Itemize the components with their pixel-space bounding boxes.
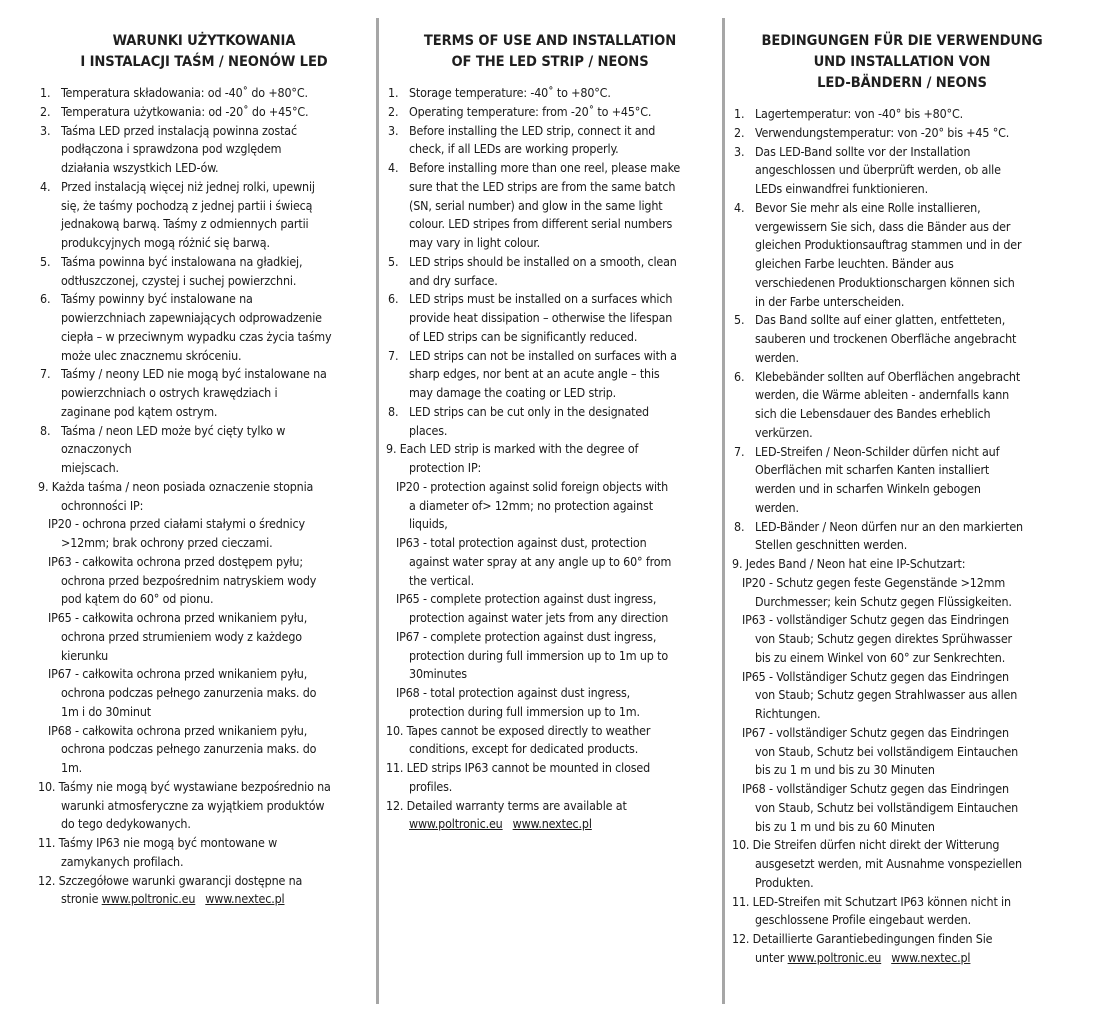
item-text: LED-Streifen mit Schutzart IP63 können nicht in: [752, 893, 1011, 909]
item-number: 4.: [734, 199, 745, 215]
list-item-body: [38, 178, 370, 253]
ip-rating-line: 1m.: [61, 760, 83, 775]
item-number: 10.: [38, 778, 56, 794]
ip-rating-line: ochrona przed bezpośrednim natryskiem wody: [61, 572, 317, 588]
item-text-line: Verwendungstemperatur: von -20° bis +45 °C.: [755, 124, 1010, 140]
item-text-block: [61, 122, 370, 178]
ip-rating-line: kierunku: [61, 647, 109, 663]
item-number: 1.: [40, 85, 51, 100]
ip-rating-line: ochrona przed strumieniem wody z każdego: [61, 628, 302, 644]
item-text: Każda taśma / neon posiada oznaczenie stopnia: [51, 478, 314, 494]
list-item-body: [38, 253, 370, 291]
item-number: 11.: [386, 760, 404, 775]
item-text-line: LED-Bänder / Neon dürfen nur an den markierten: [755, 518, 1023, 534]
item-text-block: [61, 84, 370, 103]
list-item: [732, 199, 1072, 312]
item-text-line: sich die Lebensdauer des Bandes erheblich: [755, 406, 991, 421]
ip-rating-line: IP68 - vollständiger Schutz gegen das Eindringen: [742, 781, 1009, 796]
item-text-block: [61, 422, 370, 478]
item-text-line: LED strips must be installed on a surfaces which: [409, 291, 673, 307]
item-text-line: werden.: [755, 499, 799, 515]
item-text-line: jednakową barwą. Taśmy z odmiennych partii: [61, 216, 309, 232]
ip-rating-line: pod kątem do 60° od pionu.: [61, 591, 214, 607]
german-column: [732, 30, 1072, 968]
item-text-line: werden.: [755, 349, 799, 365]
item-text-line: [732, 555, 1072, 574]
ip-rating-line: IP63 - vollständiger Schutz gegen das Eindringen: [742, 612, 1009, 628]
list-item: [386, 159, 714, 253]
item-text: ausgesetzt werden, mit Ausnahme vonspeziellen: [755, 856, 1022, 871]
ip-rating-line: bis zu einem Winkel von 60° zur Senkrechten.: [755, 649, 1006, 665]
german-title: [732, 30, 1072, 93]
list-item: [38, 834, 370, 872]
item-text-line: Das Band sollte auf einer glatten, entfetteten,: [755, 312, 1006, 328]
item-text-block: [61, 253, 370, 291]
list-item: [386, 103, 714, 122]
item-text-line: [38, 853, 370, 872]
warranty-links-line: [38, 890, 370, 909]
list-item: [38, 478, 370, 778]
item-text: do tego dedykowanych.: [61, 816, 191, 832]
item-text-line: oznaczonych: [61, 441, 132, 457]
nextec-link[interactable]: www.nextec.pl: [205, 891, 285, 907]
item-number: 7.: [734, 443, 745, 459]
item-text-line: [38, 815, 370, 834]
item-text-line: Klebebänder sollten auf Oberflächen angebracht: [755, 368, 1021, 384]
links-prefix: stronie: [61, 891, 99, 907]
item-text-line: LED strips can be cut only in the designated: [409, 403, 649, 419]
item-text-line: [732, 930, 1072, 949]
item-text-line: działania wszystkich LED-ów.: [61, 160, 219, 175]
item-text-line: produkcyjnych mogą różnić się barwą.: [61, 235, 270, 250]
item-text-line: Lagertemperatur: von -40° bis +80°C.: [755, 106, 963, 121]
item-number: 8.: [388, 403, 399, 419]
title-line: LED-BÄNDERN / NEONS: [817, 74, 987, 91]
item-number: 8.: [734, 518, 745, 534]
item-text: Produkten.: [755, 874, 814, 890]
list-item-body: [386, 347, 714, 403]
item-text: Taśmy nie mogą być wystawiane bezpośrednio na: [58, 778, 331, 794]
item-text-block: [755, 199, 1072, 312]
item-text-line: [38, 834, 370, 853]
item-text-line: check, if all LEDs are working properly.: [409, 141, 619, 157]
list-item-body: [732, 143, 1072, 199]
list-item: [38, 872, 370, 910]
list-item: [386, 290, 714, 346]
item-text-line: [38, 478, 370, 497]
item-text-line: zaginane pod kątem ostrym.: [61, 403, 218, 419]
list-item: [38, 84, 370, 103]
ip-rating-line: IP20 - protection against solid foreign objects with: [396, 478, 669, 494]
item-text-line: verkürzen.: [755, 424, 813, 440]
german-terms-list: [732, 105, 1072, 968]
poltronic-link[interactable]: www.poltronic.eu: [787, 949, 882, 965]
item-number: 3.: [40, 122, 51, 138]
ip-rating-line: 1m i do 30minut: [61, 703, 151, 719]
item-text-line: [386, 459, 714, 478]
item-text-line: [38, 872, 370, 891]
item-number: 8.: [40, 422, 51, 438]
item-text: conditions, except for dedicated products.: [409, 741, 639, 757]
list-item: [732, 311, 1072, 367]
item-text-block: [409, 253, 714, 291]
item-text-line: and dry surface.: [409, 272, 498, 288]
item-text-line: podłączona i sprawdzona pod względem: [61, 141, 282, 157]
list-item-body: [386, 84, 714, 103]
ip-rating-line: IP20 - Schutz gegen feste Gegenstände >12mm: [742, 574, 1006, 590]
item-number: 10.: [732, 837, 750, 853]
ip-rating-line: IP65 - complete protection against dust ingress,: [396, 591, 657, 607]
list-item: [38, 253, 370, 291]
item-text: Die Streifen dürfen nicht direkt der Witterung: [752, 837, 1000, 853]
item-text: ochronności IP:: [61, 497, 144, 513]
item-number: 6.: [734, 368, 745, 384]
item-text-block: [409, 290, 714, 346]
item-number: 3.: [734, 143, 745, 159]
nextec-link[interactable]: www.nextec.pl: [891, 949, 971, 965]
item-text-line: may vary in light colour.: [409, 235, 541, 250]
item-text-line: [386, 778, 714, 797]
item-number: 5.: [40, 253, 51, 269]
item-text-line: places.: [409, 422, 448, 438]
ip-rating-line: IP68 - całkowita ochrona przed wnikaniem pyłu,: [48, 722, 308, 738]
ip-rating-line: ochrona podczas pełnego zanurzenia maks. do: [61, 685, 317, 700]
ip-rating-line: IP20 - ochrona przed ciałami stałymi o średnicy: [48, 516, 305, 532]
item-number: 12.: [732, 931, 750, 946]
ip-rating-line: IP65 - Vollständiger Schutz gegen das Eindringen: [742, 668, 1009, 684]
column-divider: [722, 18, 725, 1004]
item-text-line: powierzchniach o ostrych krawędziach i: [61, 385, 278, 400]
item-text: Detaillierte Garantiebedingungen finden Sie: [752, 931, 993, 946]
item-text-line: of LED strips can be significantly reduced.: [409, 328, 638, 344]
list-item: [386, 722, 714, 760]
polish-terms-list: [38, 84, 370, 909]
list-item-body: [732, 311, 1072, 367]
list-item: [732, 893, 1072, 931]
list-item-body: [38, 290, 370, 365]
item-text-line: LEDs einwandfrei funktionieren.: [755, 181, 928, 196]
item-text-line: Taśmy / neony LED nie mogą być instalowane na: [61, 366, 327, 382]
item-text-line: LED strips can not be installed on surfaces with a: [409, 347, 677, 363]
item-text-line: gleichen Farbe leuchten. Bänder aus: [755, 256, 954, 271]
item-number: 9.: [386, 441, 397, 457]
item-text-line: gleichen Produktionsauftrag stammen und in der: [755, 237, 1022, 253]
ip-rating-line: against water spray at any angle up to 60° from: [409, 553, 672, 569]
list-item: [38, 365, 370, 421]
item-number: 9.: [732, 556, 743, 571]
item-text-block: [61, 103, 370, 122]
ip-rating-line: IP65 - całkowita ochrona przed wnikaniem pyłu,: [48, 610, 308, 625]
list-item: [38, 178, 370, 253]
item-text-block: [755, 143, 1072, 199]
item-number: 4.: [40, 178, 51, 194]
item-number: 7.: [40, 366, 51, 382]
item-text-line: colour. LED stripes from different serial numbers: [409, 216, 673, 232]
list-item: [732, 143, 1072, 199]
item-text: geschlossene Profile eingebaut werden.: [755, 912, 971, 928]
item-text-line: [732, 874, 1072, 893]
list-item-body: [732, 518, 1072, 556]
item-text-line: Before installing more than one reel, please make: [409, 160, 681, 175]
item-number: 1.: [734, 106, 745, 121]
list-item-body: [38, 84, 370, 103]
ip-rating-line: protection against water jets from any direction: [409, 610, 669, 625]
list-item: [386, 84, 714, 103]
item-text: Tapes cannot be exposed directly to weather: [406, 722, 651, 738]
item-text-line: Temperatura użytkowania: od -20˚ do +45°C.: [61, 103, 309, 119]
list-item: [732, 555, 1072, 836]
item-text-line: Taśma powinna być instalowana na gładkiej,: [61, 253, 303, 269]
item-number: 9.: [38, 478, 49, 494]
list-item: [732, 443, 1072, 518]
item-text-line: Before installing the LED strip, connect it and: [409, 122, 656, 138]
item-text-line: LED-Streifen / Neon-Schilder dürfen nicht auf: [755, 443, 1000, 459]
item-text-line: sharp edges, nor bent at an acute angle – this: [409, 366, 660, 382]
item-text-block: [755, 518, 1072, 556]
item-text-line: LED strips should be installed on a smooth, clean: [409, 253, 677, 269]
list-item-body: [732, 199, 1072, 312]
item-text-line: provide heat dissipation – otherwise the lifespan: [409, 310, 673, 325]
list-item: [386, 253, 714, 291]
ip-rating-line: IP68 - total protection against dust ingress,: [396, 685, 631, 700]
item-text-block: [755, 368, 1072, 443]
title-line: OF THE LED STRIP / NEONS: [451, 53, 649, 70]
item-text-block: [409, 347, 714, 403]
item-text: Detailed warranty terms are available at: [406, 797, 627, 813]
item-number: 2.: [734, 124, 745, 140]
item-text-line: Przed instalacją więcej niż jednej rolki, upewnij: [61, 178, 315, 194]
ip-rating-line: Durchmesser; kein Schutz gegen Flüssigkeiten.: [755, 593, 1012, 609]
list-item-body: [732, 124, 1072, 143]
item-text-block: [409, 122, 714, 160]
list-item: [732, 518, 1072, 556]
ip-rating-line: IP67 - całkowita ochrona przed wnikaniem pyłu,: [48, 666, 308, 682]
title-line: I INSTALACJI TAŚM / NEONÓW LED: [80, 53, 328, 70]
item-text-block: [61, 178, 370, 253]
item-text-line: werden, die Wärme ableiten - andernfalls kann: [755, 387, 1010, 403]
item-text: warunki atmosferyczne za wyjątkiem produktów: [61, 797, 325, 813]
item-text-line: [732, 836, 1072, 855]
item-text-line: sauberen und trockenen Oberfläche angebracht: [755, 331, 1017, 346]
item-text: Szczegółowe warunki gwarancji dostępne na: [58, 872, 303, 888]
ip-rating-line: liquids,: [409, 516, 448, 532]
item-number: 1.: [388, 85, 399, 100]
item-text-line: Taśma LED przed instalacją powinna zostać: [61, 122, 297, 138]
item-text-line: ciepła – w przeciwnym wypadku czas życia taśmy: [61, 328, 332, 344]
item-text-line: [732, 855, 1072, 874]
ip-rating-line: bis zu 1 m und bis zu 60 Minuten: [755, 818, 935, 834]
ip-rating-line: the vertical.: [409, 572, 474, 588]
list-item: [38, 422, 370, 478]
item-text-line: sure that the LED strips are from the same batch: [409, 178, 676, 194]
item-number: 3.: [388, 122, 399, 138]
item-text-line: powierzchniach zapewniających odprowadzenie: [61, 310, 322, 325]
item-text: Each LED strip is marked with the degree of: [399, 441, 639, 457]
item-number: 6.: [40, 291, 51, 307]
column-divider: [376, 18, 379, 1004]
item-text-line: Bevor Sie mehr als eine Rolle installieren,: [755, 199, 981, 215]
item-number: 10.: [386, 722, 404, 738]
poltronic-link[interactable]: www.poltronic.eu: [409, 816, 503, 832]
list-item-body: [386, 122, 714, 160]
item-text: Taśmy IP63 nie mogą być montowane w: [58, 835, 278, 850]
item-text-line: angeschlossen und überprüft werden, ob alle: [755, 162, 1001, 178]
item-text: LED strips IP63 cannot be mounted in closed: [406, 760, 651, 775]
item-text-block: [409, 103, 714, 122]
ip-rating-line: ochrona podczas pełnego zanurzenia maks. do: [61, 741, 317, 757]
list-item: [38, 122, 370, 178]
item-text-line: [732, 893, 1072, 912]
item-number: 7.: [388, 347, 399, 363]
title-line: WARUNKI UŻYTKOWANIA: [112, 32, 296, 49]
item-text-block: [755, 443, 1072, 518]
links-prefix: unter: [755, 949, 785, 965]
item-text-line: [38, 497, 370, 516]
list-item-body: [386, 159, 714, 253]
list-item: [38, 103, 370, 122]
item-text-line: Taśma / neon LED może być cięty tylko w: [61, 422, 286, 438]
item-text-line: werden und in scharfen Winkeln gebogen: [755, 481, 981, 496]
ip-rating-line: von Staub, Schutz bei vollständigem Eintauchen: [755, 799, 1019, 815]
list-item: [386, 403, 714, 441]
warranty-links-line: [732, 949, 1072, 968]
ip-rating-line: von Staub; Schutz gegen Strahlwasser aus allen: [755, 687, 1018, 703]
item-text-line: Operating temperature: from -20˚ to +45°C.: [409, 103, 652, 119]
list-item-body: [732, 368, 1072, 443]
list-item: [386, 440, 714, 721]
list-item-body: [38, 365, 370, 421]
list-item: [732, 105, 1072, 124]
item-number: 5.: [734, 312, 745, 328]
english-title: [386, 30, 714, 72]
item-number: 11.: [732, 893, 750, 909]
ip-rating-line: 30minutes: [409, 666, 467, 682]
poltronic-link[interactable]: www.poltronic.eu: [101, 891, 196, 907]
list-item-body: [38, 422, 370, 478]
item-text-line: Taśmy powinny być instalowane na: [61, 291, 253, 307]
list-item-body: [386, 290, 714, 346]
item-text-block: [755, 124, 1072, 143]
item-text: profiles.: [409, 778, 453, 794]
title-line: TERMS OF USE AND INSTALLATION: [423, 32, 677, 49]
list-item-body: [386, 403, 714, 441]
item-text-line: może ulec znacznemu skróceniu.: [61, 347, 242, 363]
item-text-line: [386, 797, 714, 816]
item-text-line: [732, 911, 1072, 930]
ip-rating-line: bis zu 1 m und bis zu 30 Minuten: [755, 762, 935, 778]
list-item: [386, 122, 714, 160]
item-text-line: Storage temperature: -40˚ to +80°C.: [409, 85, 611, 100]
list-item: [732, 836, 1072, 892]
item-text-line: (SN, serial number) and glow in the same light: [409, 197, 663, 213]
item-text-block: [409, 84, 714, 103]
ip-rating-line: von Staub; Schutz gegen direktes Sprühwasser: [755, 631, 1012, 646]
item-number: 12.: [386, 797, 404, 813]
item-text-block: [409, 159, 714, 253]
item-text-block: [61, 290, 370, 365]
item-text-line: [386, 740, 714, 759]
list-item-body: [732, 443, 1072, 518]
warranty-links-line: [386, 815, 714, 834]
item-text-line: vergewissern Sie sich, dass die Bänder aus der: [755, 218, 1011, 234]
list-item: [386, 347, 714, 403]
item-number: 12.: [38, 872, 56, 888]
list-item: [732, 368, 1072, 443]
english-column: [386, 30, 714, 834]
nextec-link[interactable]: www.nextec.pl: [512, 816, 592, 832]
item-text-line: [386, 722, 714, 741]
item-number: 5.: [388, 253, 399, 269]
item-text: Jedes Band / Neon hat eine IP-Schutzart:: [745, 556, 966, 571]
item-text-line: [386, 440, 714, 459]
ip-rating-line: IP63 - całkowita ochrona przed dostępem pyłu;: [48, 553, 303, 569]
ip-rating-line: IP67 - vollständiger Schutz gegen das Eindringen: [742, 724, 1009, 740]
item-text-line: in der Farbe unterscheiden.: [755, 293, 905, 309]
item-number: 4.: [388, 160, 399, 175]
item-text-line: Oberflächen mit scharfen Kanten installiert: [755, 462, 990, 478]
list-item-body: [732, 105, 1072, 124]
item-text: zamykanych profilach.: [61, 853, 184, 869]
list-item: [732, 930, 1072, 968]
item-number: 2.: [388, 103, 399, 119]
ip-rating-line: Richtungen.: [755, 706, 821, 721]
polish-title: [38, 30, 370, 72]
title-line: BEDINGUNGEN FÜR DIE VERWENDUNG: [761, 32, 1043, 49]
item-text-line: Das LED-Band sollte vor der Installation: [755, 143, 971, 159]
item-text-line: się, że taśmy pochodzą z jednej partii i świecą: [61, 197, 313, 213]
item-text: protection IP:: [409, 460, 482, 475]
list-item: [38, 290, 370, 365]
item-text-line: [386, 759, 714, 778]
item-text-block: [61, 365, 370, 421]
item-number: 6.: [388, 291, 399, 307]
item-text-line: [38, 778, 370, 797]
ip-rating-line: a diameter of> 12mm; no protection against: [409, 497, 653, 513]
list-item-body: [38, 103, 370, 122]
list-item-body: [38, 122, 370, 178]
item-text-block: [409, 403, 714, 441]
list-item: [732, 124, 1072, 143]
ip-rating-line: IP63 - total protection against dust, protection: [396, 535, 647, 550]
item-text-block: [755, 105, 1072, 124]
item-text-line: [38, 797, 370, 816]
item-text-line: Temperatura składowania: od -40˚ do +80°C.: [61, 85, 308, 100]
title-line: UND INSTALLATION VON: [813, 53, 991, 70]
item-text-line: odtłuszczonej, czystej i suchej powierzchni.: [61, 272, 297, 288]
list-item: [386, 797, 714, 835]
english-terms-list: [386, 84, 714, 834]
item-text-block: [755, 311, 1072, 367]
polish-column: [38, 30, 370, 909]
list-item-body: [386, 103, 714, 122]
list-item: [386, 759, 714, 797]
item-text-line: Stellen geschnitten werden.: [755, 537, 908, 553]
list-item: [38, 778, 370, 834]
item-number: 11.: [38, 835, 56, 850]
item-text-line: miejscach.: [61, 460, 119, 475]
ip-rating-line: protection during full immersion up to 1m up to: [409, 647, 668, 663]
ip-rating-line: protection during full immersion up to 1m.: [409, 703, 640, 719]
item-number: 2.: [40, 103, 51, 119]
item-text-line: verschiedenen Produktionschargen können sich: [755, 274, 1015, 290]
ip-rating-line: >12mm; brak ochrony przed cieczami.: [61, 535, 273, 550]
ip-rating-line: von Staub, Schutz bei vollständigem Eintauchen: [755, 743, 1019, 759]
list-item-body: [386, 253, 714, 291]
ip-rating-line: IP67 - complete protection against dust ingress,: [396, 628, 657, 644]
item-text-line: may damage the coating or LED strip.: [409, 385, 617, 400]
